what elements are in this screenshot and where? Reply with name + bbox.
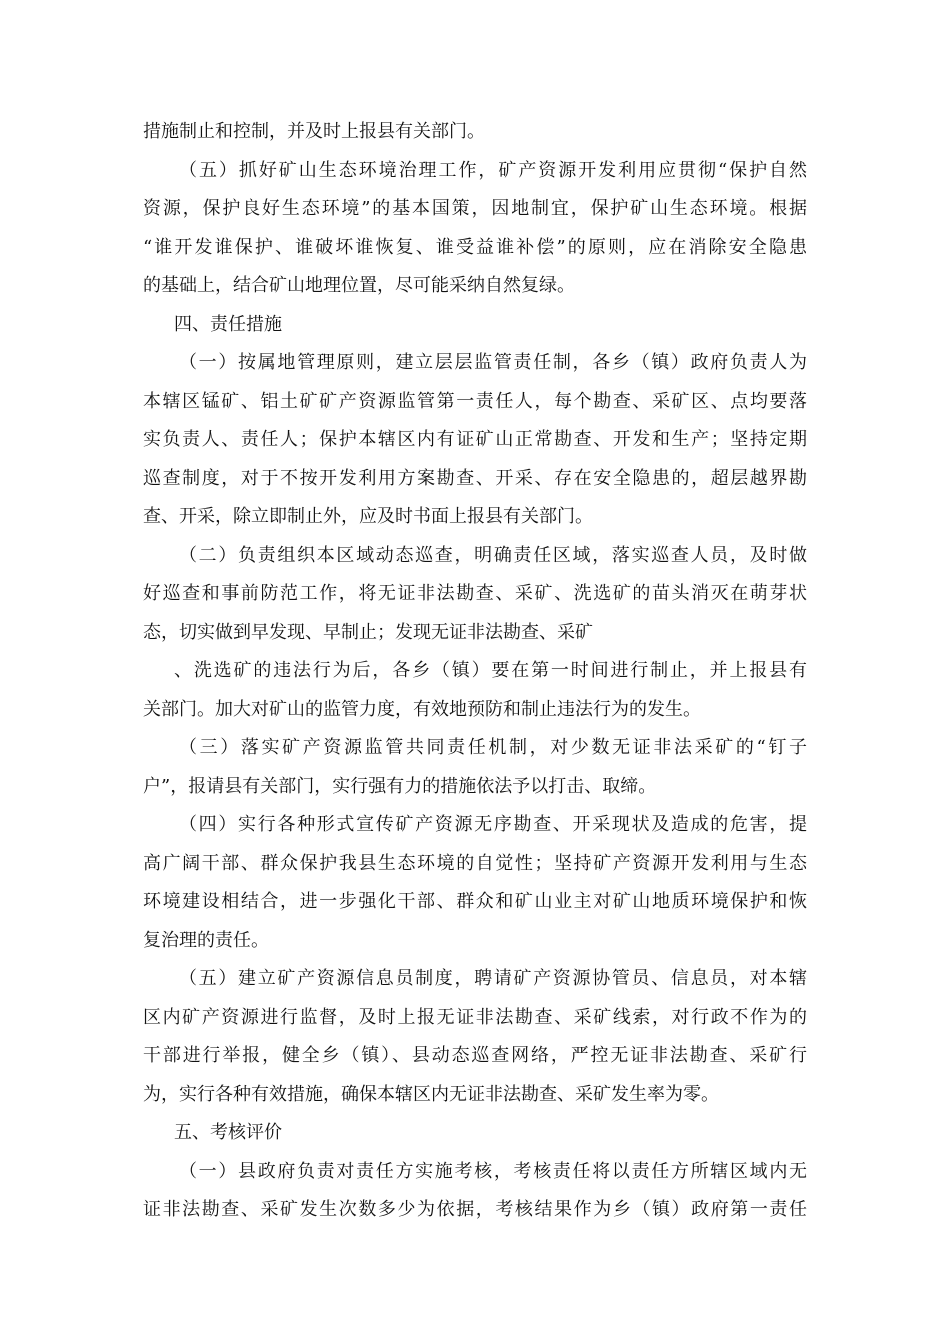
text-line: 查、开采，除立即制止外，应及时书面上报县有关部门。 xyxy=(143,506,593,527)
paragraph-first-line: （三）落实矿产资源监管共同责任机制，对少数无证非法采矿的“钉子 xyxy=(179,737,807,758)
text-line: 复治理的责任。 xyxy=(143,929,269,951)
text-line: 干部进行举报，健全乡（镇）、县动态巡查网络，严控无证非法勘查、采矿行 xyxy=(143,1045,807,1066)
text-line: 证非法勘查、采矿发生次数多少为依据，考核结果作为乡（镇）政府第一责任 xyxy=(143,1199,807,1220)
text-line: 巡查制度，对于不按开发利用方案勘查、开采、存在安全隐患的，超层越界勘 xyxy=(143,467,807,489)
text-line: 环境建设相结合，进一步强化干部、群众和矿山业主对矿山地质环境保护和恢 xyxy=(143,891,807,912)
paragraph-first-line: （五）抓好矿山生态环境治理工作，矿产资源开发利用应贯彻“保护自然 xyxy=(179,159,807,181)
text-line: 高广阔干部、群众保护我县生态环境的自觉性；坚持矿产资源开发利用与生态 xyxy=(143,852,807,874)
text-line: “谁开发谁保护、谁破坏谁恢复、谁受益谁补偿”的原则，应在消除安全隐患 xyxy=(143,236,807,258)
text-line: 区内矿产资源进行监督，及时上报无证非法勘查、采矿线索，对行政不作为的 xyxy=(143,1006,807,1028)
section-heading: 四、责任措施 xyxy=(174,313,282,335)
paragraph-first-line: （五）建立矿产资源信息员制度，聘请矿产资源协管员、信息员，对本辖 xyxy=(179,968,807,989)
text-line: 的基础上，结合矿山地理位置，尽可能采纳自然复绿。 xyxy=(143,275,575,296)
text-line: 态，切实做到早发现、早制止；发现无证非法勘查、采矿 xyxy=(143,621,593,643)
text-line: 好巡查和事前防范工作，将无证非法勘查、采矿、洗选矿的苗头消灭在萌芽状 xyxy=(143,583,807,604)
text-line: 本辖区锰矿、铝土矿矿产资源监管第一责任人，每个勘查、采矿区、点均要落 xyxy=(143,390,807,412)
document-body xyxy=(143,113,807,1230)
paragraph-first-line: （一）县政府负责对责任方实施考核，考核责任将以责任方所辖区域内无 xyxy=(179,1160,807,1182)
text-line: 措施制止和控制，并及时上报县有关部门。 xyxy=(143,121,485,142)
text-line: 为，实行各种有效措施，确保本辖区内无证非法勘查、采矿发生率为零。 xyxy=(143,1083,719,1105)
section-heading: 五、考核评价 xyxy=(174,1122,282,1143)
paragraph-first-line: （二）负责组织本区域动态巡查，明确责任区域，落实巡查人员，及时做 xyxy=(179,544,807,566)
text-line: 关部门。加大对矿山的监管力度，有效地预防和制止违法行为的发生。 xyxy=(143,698,701,720)
text-line: 、洗选矿的违法行为后，各乡（镇）要在第一时间进行制止，并上报县有 xyxy=(174,660,807,681)
text-line: 户”，报请县有关部门，实行强有力的措施依法予以打击、取缔。 xyxy=(143,775,657,797)
text-line: 实负责人、责任人；保护本辖区内有证矿山正常勘查、开发和生产；坚持定期 xyxy=(143,429,807,450)
text-line: 资源，保护良好生态环境”的基本国策，因地制宜，保护矿山生态环境。根据 xyxy=(143,198,807,219)
paragraph-first-line: （一）按属地管理原则，建立层层监管责任制，各乡（镇）政府负责人为 xyxy=(179,352,807,373)
paragraph-first-line: （四）实行各种形式宣传矿产资源无序勘查、开采现状及造成的危害，提 xyxy=(179,814,807,835)
